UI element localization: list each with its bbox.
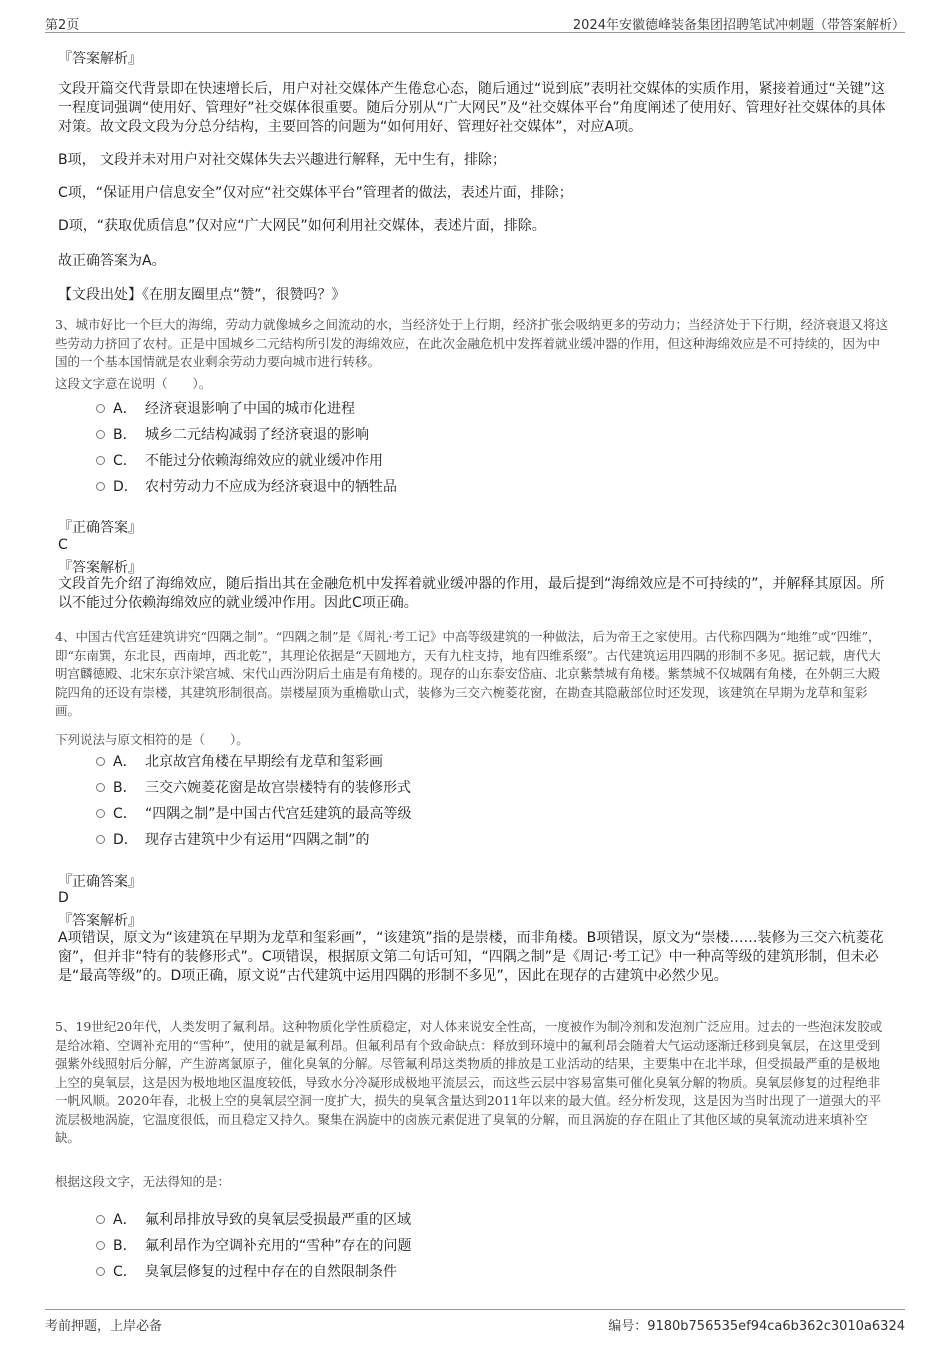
q3-prompt: 这段文字意在说明（ ）。 bbox=[55, 376, 212, 391]
radio-icon[interactable] bbox=[96, 783, 105, 792]
radio-icon[interactable] bbox=[96, 1215, 105, 1224]
q3-stem: 3、城市好比一个巨大的海绵，劳动力就像城乡之间流动的水，当经济处于上行期，经济扩张会吸纳更多的劳动力；当经济处于下行期，经济衰退又将这些劳动力挤回了农村。正是中国城乡二元结构所引发的海绵效应，在此次金融危机中发挥着就业缓冲器的作用，但这种海绵效应是不可持续的，因为中国的一个基本国情就是农业剩余劳动力要向城市进行转移。 bbox=[55, 317, 888, 369]
q2-source: 【文段出处】《在朋友圈里点“赞”，很赞吗？》 bbox=[58, 287, 346, 303]
q3-options bbox=[96, 395, 397, 499]
q5-prompt: 根据这段文字，无法得知的是： bbox=[55, 1174, 231, 1189]
radio-icon[interactable] bbox=[96, 757, 105, 766]
q3-analysis: 文段首先介绍了海绵效应，随后指出其在金融危机中发挥着就业缓冲器的作用，最后提到“海绵效应是不可持续的”，并解释其原因。所以不能过分依赖海绵效应的就业缓冲作用。因此C项正确。 bbox=[58, 576, 885, 611]
radio-icon[interactable] bbox=[96, 430, 105, 439]
q4-option-a[interactable]: A． 北京故宫角楼在早期绘有龙草和玺彩画 bbox=[96, 748, 412, 774]
q4-option-d[interactable]: D． 现存古建筑中少有运用“四隅之制”的 bbox=[96, 826, 412, 852]
q4-answer: D bbox=[58, 890, 69, 906]
q4-prompt: 下列说法与原文相符的是（ ）。 bbox=[55, 732, 249, 747]
page-footer bbox=[45, 1309, 905, 1334]
q2-analysis-b: B项， 文段并未对用户对社交媒体失去兴趣进行解释，无中生有，排除； bbox=[58, 152, 507, 168]
q5-options bbox=[96, 1206, 412, 1284]
radio-icon[interactable] bbox=[96, 1241, 105, 1250]
radio-icon[interactable] bbox=[96, 456, 105, 465]
q4-option-c[interactable]: C． “四隅之制”是中国古代宫廷建筑的最高等级 bbox=[96, 800, 412, 826]
page-number: 第2页 bbox=[45, 18, 80, 33]
q5-option-b[interactable]: B． 氟利昂作为空调补充用的“雪种”存在的问题 bbox=[96, 1232, 412, 1258]
q2-analysis-label: 『答案解析』 bbox=[58, 51, 142, 67]
document-id: 编号：9180b756535ef94ca6b362c3010a6324 bbox=[608, 1319, 905, 1334]
q3-option-d[interactable]: D． 农村劳动力不应成为经济衰退中的牺牲品 bbox=[96, 473, 397, 499]
page-header bbox=[45, 10, 905, 33]
q4-answer-label: 『正确答案』 bbox=[58, 874, 142, 890]
q4-analysis-label: 『答案解析』 bbox=[58, 913, 142, 929]
q4-stem: 4、中国古代宫廷建筑讲究“四隅之制”。“四隅之制”是《周礼·考工记》中高等级建筑的一种做法，后为帝王之家使用。古代称四隅为“地维”或“四维”，即“东南巽，东北艮，西南坤，西北乾”，其理论依据是“天圆地方，天有九柱支持，地有四维系缀”。古代建筑运用四隅的形制不多见。据记载，唐代大明宫麟德殿、北宋东京汴梁宫城、宋代山西汾阴后土庙是有角楼的。现存的山东泰安岱庙、北京紫禁城有角楼。紫禁城不仅城隅有角楼，在外朝三大殿院四角的还设有崇楼，其建筑形制很高。崇楼屋顶为重檐歇山式，装修为三交六椀菱花窗，在勘查其隐蔽部位时还发现，该建筑在早期为龙草和玺彩画。 bbox=[55, 629, 881, 718]
footer-slogan: 考前押题，上岸必备 bbox=[45, 1319, 163, 1334]
q5-option-a[interactable]: A． 氟利昂排放导致的臭氧层受损最严重的区域 bbox=[96, 1206, 412, 1232]
q4-analysis: A项错误，原文为“该建筑在早期为龙草和玺彩画”，“该建筑”指的是崇楼，而非角楼。B项错误，原文为“崇楼……装修为三交六杭菱花窗”，但并非“特有的装修形式”。C项错误，根据原文第二句话可知，“四隅之制”是《周记·考工记》中一种高等级的建筑形制，但未必是“最高等级”的。D项正确，原文说“古代建筑中运用四隅的形制不多见”，因此在现存的古建筑中必然少见。 bbox=[58, 930, 884, 984]
q3-option-c[interactable]: C． 不能过分依赖海绵效应的就业缓冲作用 bbox=[96, 447, 397, 473]
q4-option-b[interactable]: B． 三交六婉菱花窗是故宫崇楼特有的装修形式 bbox=[96, 774, 412, 800]
radio-icon[interactable] bbox=[96, 404, 105, 413]
q3-answer: C bbox=[58, 537, 68, 553]
q3-option-a[interactable]: A． 经济衰退影响了中国的城市化进程 bbox=[96, 395, 397, 421]
q5-option-c[interactable]: C． 臭氧层修复的过程中存在的自然限制条件 bbox=[96, 1258, 412, 1284]
q2-analysis-paragraph: 文段开篇交代背景即在快速增长后，用户对社交媒体产生倦怠心态，随后通过“说到底”表明社交媒体的实质作用，紧接着通过“关键”这一程度词强调“使用好、管理好”社交媒体很重要。随后分别从“广大网民”及“社交媒体平台”角度阐述了使用好、管理好社交媒体的具体对策。故文段文段为分总分结构，主要回答的问题为“如何用好、管理好社交媒体”，对应A项。 bbox=[58, 81, 886, 135]
radio-icon[interactable] bbox=[96, 482, 105, 491]
q2-conclusion: 故正确答案为A。 bbox=[58, 253, 166, 269]
q2-analysis-c: C项，“保证用户信息安全”仅对应“社交媒体平台”管理者的做法，表述片面，排除； bbox=[58, 185, 573, 201]
q5-stem: 5、19世纪20年代，人类发明了氟利昂。这种物质化学性质稳定，对人体来说安全性高，一度被作为制冷剂和发泡剂广泛应用。过去的一些泡沫发胶或是给冰箱、空调补充用的“雪种”，使用的就是氟利昂。但氟利昂有个致命缺点：释放到环境中的氟利昂会随着大气运动逐渐迁移到臭氧层，在这里受到强紫外线照射后分解，产生游离氯原子，催化臭氧的分解。尽管氟利昂这类物质的排放是工业活动的结果，主要集中在北半球，但受损最严重的是极地上空的臭氧层，这是因为极地地区温度较低，导致水分冷凝形成极地平流层云，而这些云层中容易富集可催化臭氧分解的物质。臭氧层修复的过程绝非一帆风顺。2020年春，北极上空的臭氧层空洞一度扩大，损失的臭氧含量达到2011年以来的最大值。经分析发现，这是因为当时出现了一道强大的平流层极地涡旋，它温度很低，而且稳定又持久。聚集在涡旋中的卤族元素促进了臭氧的分解，而且涡旋的存在阻止了其他区域的臭氧流动进来填补空缺。 bbox=[55, 1019, 883, 1145]
q3-analysis-label: 『答案解析』 bbox=[58, 560, 142, 576]
document-title: 2024年安徽德峰装备集团招聘笔试冲刺题（带答案解析） bbox=[572, 18, 905, 33]
q3-answer-label: 『正确答案』 bbox=[58, 520, 142, 536]
radio-icon[interactable] bbox=[96, 1267, 105, 1276]
radio-icon[interactable] bbox=[96, 809, 105, 818]
q2-analysis-d: D项，“获取优质信息”仅对应“广大网民”如何利用社交媒体，表述片面，排除。 bbox=[58, 218, 546, 234]
radio-icon[interactable] bbox=[96, 835, 105, 844]
q3-option-b[interactable]: B． 城乡二元结构减弱了经济衰退的影响 bbox=[96, 421, 397, 447]
q4-options bbox=[96, 748, 412, 852]
